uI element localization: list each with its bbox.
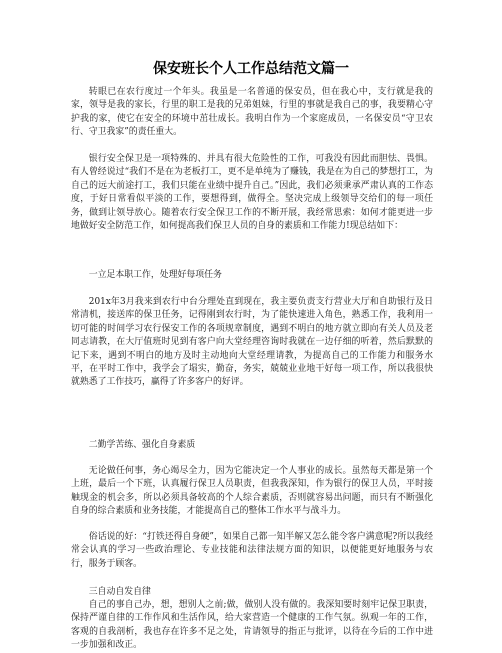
paragraph-section-2: 无论做任何事，务心竭尽全力，因为它能决定一个人事业的成长。虽然每天都是第一个上班，最后一个下班，认真履行保卫人员职责，但我我深知，作为银行的保卫人员，平时接触现金的机会多，所以必须具备较高的个人综合素质，否则就容易出问题，而只有不断强化自身的综合素质和业务技能，才能提高自己的整体工作水平与战斗力。 <box>71 466 433 517</box>
paragraph-section-2-quote: 俗话说的好：“打铁还得自身硬”，如果自己都一知半解又怎么能令客户满意呢?所以我经常会认真的学习一些政治理论、专业技能和法律法规方面的知识，以便能更好地服务与农行，服务于顾客。 <box>71 532 433 569</box>
section-heading-2: 二勤学苦练、强化自身素质 <box>88 440 196 450</box>
section-heading-3: 三自动自发自律 <box>88 587 151 597</box>
paragraph-security-work: 银行安全保卫是一项特殊的、并具有很大危险性的工作，可我没有因此而胆怯、畏惧。有人曾经说过“我们不是在为老板打工，更不是单纯为了赚钱，我是在为自己的梦想打工，为自己的远大前途打工，我们只能在业绩中提升自己。”因此，我们必须秉承严肃认真的工作态度，于好日常看似平淡的工作，要想得到，做得全。坚决完成上级领导交给们的每一项任务，做到让领导放心。随着农行安全保卫工作的不断开展，我经常思索：如何才能更进一步地做好安全防范工作，如何提高我们保卫人员的自身的素质和工作能力!现总结如下： <box>71 154 433 232</box>
paragraph-section-3: 自己的事自己办，想，想别人之前;做，做别人没有做的。我深知要时刻牢记保卫职责，保持严谨自律的工作作风和生活作风，给大家营造一个健康的工作气氛。纵观一年的工作，客观的自我剖析，我也存在许多不足之处，肯请领导的指正与批评，以待在今后的工作中进一步加强和改正。 <box>71 600 433 651</box>
document-title: 保安班长个人工作总结范文篇一 <box>153 61 349 77</box>
paragraph-intro: 转眼已在农行度过一个年头。我虽是一名普通的保安员，但在我心中，支行就是我的家，领导是我的家长，行里的职工是我的兄弟姐妹，行里的事就是我自己的事，我要精心守护我的家，使它在安全的环境中茁壮成长。我明白作为一个家庭成员，一名保安员“守卫农行、守卫我家”的责任重大。 <box>71 87 433 138</box>
section-heading-1: 一立足本职工作，处理好每项任务 <box>88 270 222 280</box>
paragraph-section-1: 201x年3月我来到农行中台分理处直到现在，我主要负责支行营业大厅和自助银行及日常清机，接送库的保卫任务，记得刚到农行时，为了能快速进入角色，熟悉工作，我利用一切可能的时间学习农行保安工作的各项规章制度，遇到不明白的地方就立即向有关人员及老同志请教，在大厅值班时见到有客户向大堂经理咨询时我就在一边仔细的听着，然后默默的记下来，遇到不明白的地方及时主动地向大堂经理请教，为提高自己的工作能力和服务水平，在平时工作中，我学会了塌实，勤奋，务实，兢兢业业地干好每一项工作，所以我很快就熟悉了工作技巧，赢得了许多客户的好评。 <box>71 297 433 388</box>
